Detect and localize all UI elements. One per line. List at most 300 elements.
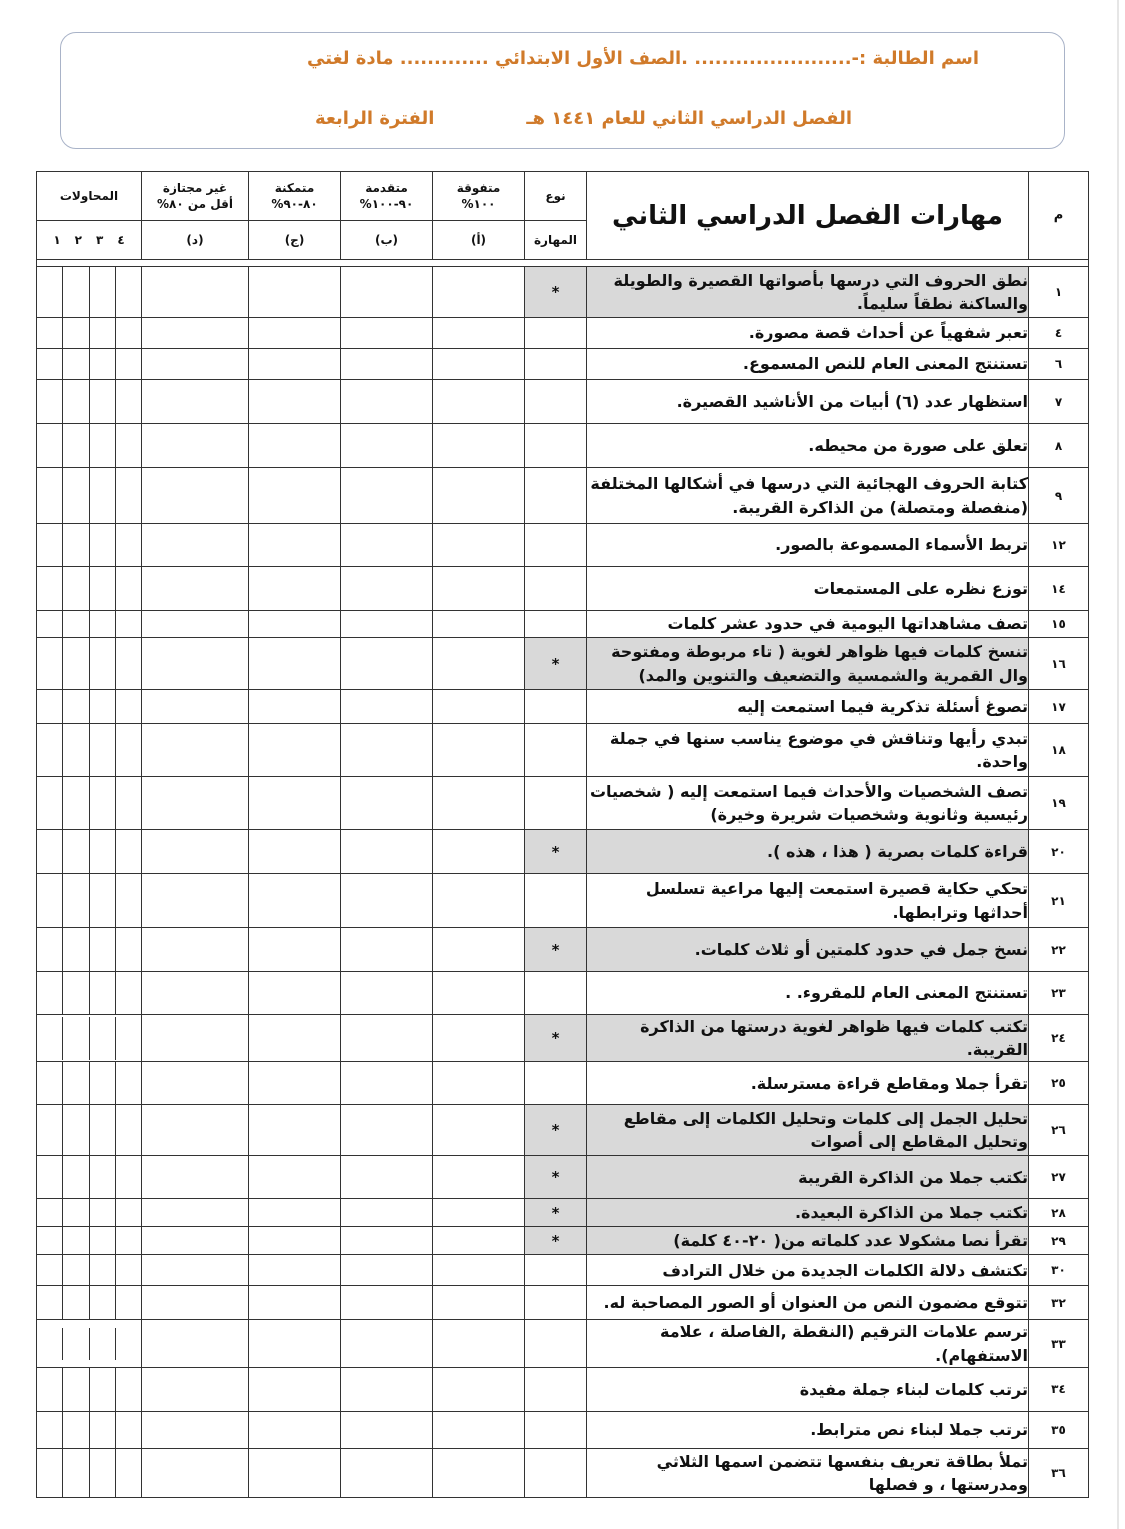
table-row — [37, 830, 1089, 874]
attempts-cell — [37, 524, 142, 567]
grade-cell-b[interactable] — [341, 1448, 433, 1497]
level-header — [341, 172, 433, 221]
attempt-box[interactable] — [89, 777, 115, 829]
grade-cell-a[interactable] — [433, 777, 525, 830]
attempt-box[interactable] — [62, 1368, 88, 1411]
attempt-box[interactable] — [115, 349, 141, 379]
attempt-box[interactable] — [37, 1017, 62, 1060]
grade-cell-c[interactable] — [249, 1411, 341, 1448]
attempt-box[interactable] — [37, 690, 62, 723]
skill-text: قراءة كلمات بصرية ( هذا ، هذه ). — [587, 830, 1029, 874]
grade-cell-b[interactable] — [341, 1255, 433, 1286]
attempt-box[interactable] — [89, 380, 115, 423]
attempt-box[interactable] — [89, 1227, 115, 1254]
grade-cell-b[interactable] — [341, 318, 433, 349]
attempt-box[interactable] — [37, 1449, 62, 1497]
attempt-box[interactable] — [89, 1199, 115, 1226]
grade-cell-c[interactable] — [249, 874, 341, 928]
attempt-box[interactable] — [89, 690, 115, 723]
grade-cell-a[interactable] — [433, 1448, 525, 1497]
attempt-box[interactable] — [62, 424, 88, 467]
attempt-box[interactable] — [89, 524, 115, 566]
attempts-cell — [37, 1367, 142, 1411]
attempt-box[interactable] — [62, 928, 88, 971]
grade-cell-d[interactable] — [142, 267, 249, 318]
grade-cell-c[interactable] — [249, 1448, 341, 1497]
attempt-box[interactable] — [37, 424, 62, 467]
attempt-box[interactable] — [115, 724, 141, 776]
grade-cell-a[interactable] — [433, 1411, 525, 1448]
row-number: ٣٦ — [1029, 1448, 1089, 1497]
attempt-box[interactable] — [89, 1105, 115, 1155]
row-number: ٢٨ — [1029, 1199, 1089, 1227]
skill-text: تقرأ جملا ومقاطع قراءة مسترسلة. — [587, 1062, 1029, 1105]
attempt-box[interactable] — [37, 1255, 62, 1285]
attempt-box[interactable] — [115, 1062, 141, 1104]
grade-cell-c[interactable] — [249, 830, 341, 874]
grade-cell-b[interactable] — [341, 380, 433, 424]
grade-cell-c[interactable] — [249, 972, 341, 1015]
level-letter: (ب) — [341, 221, 433, 260]
type-header-label: نوع — [545, 189, 566, 203]
attempt-box[interactable] — [62, 380, 88, 423]
grade-cell-a[interactable] — [433, 1015, 525, 1062]
grade-cell-b[interactable] — [341, 1105, 433, 1156]
grade-cell-a[interactable] — [433, 380, 525, 424]
grade-cell-c[interactable] — [249, 1320, 341, 1367]
attempt-box[interactable] — [37, 638, 62, 689]
grade-cell-b[interactable] — [341, 1367, 433, 1411]
grade-cell-c[interactable] — [249, 380, 341, 424]
attempt-box[interactable] — [89, 724, 115, 776]
attempt-box[interactable] — [115, 424, 141, 467]
grade-cell-d[interactable] — [142, 1062, 249, 1105]
level-header — [142, 172, 249, 221]
grade-cell-a[interactable] — [433, 1320, 525, 1367]
grade-cell-a[interactable] — [433, 972, 525, 1015]
attempt-box[interactable] — [62, 1227, 88, 1254]
skill-text: ترسم علامات الترقيم (النقطة ,الفاصلة ، علامة الاستفهام). — [587, 1320, 1029, 1367]
attempt-box[interactable] — [62, 468, 88, 523]
grade-cell-b[interactable] — [341, 1062, 433, 1105]
attempt-box[interactable] — [115, 972, 141, 1014]
attempt-box[interactable] — [115, 1199, 141, 1226]
attempt-box[interactable] — [89, 1255, 115, 1285]
grade-cell-a[interactable] — [433, 724, 525, 777]
grade-cell-d[interactable] — [142, 1367, 249, 1411]
grade-cell-d[interactable] — [142, 638, 249, 690]
grade-cell-d[interactable] — [142, 1448, 249, 1497]
attempt-box[interactable] — [62, 1199, 88, 1226]
table-row — [37, 349, 1089, 380]
attempt-box[interactable] — [115, 1286, 141, 1319]
grade-cell-b[interactable] — [341, 777, 433, 830]
attempt-box[interactable] — [62, 349, 88, 379]
attempt-box[interactable] — [115, 690, 141, 723]
attempt-box[interactable] — [115, 1227, 141, 1254]
attempts-cell — [37, 318, 142, 349]
grade-cell-b[interactable] — [341, 267, 433, 318]
attempt-box[interactable] — [115, 1449, 141, 1497]
attempt-box[interactable] — [37, 1062, 62, 1104]
skill-type — [525, 777, 587, 830]
grade-cell-a[interactable] — [433, 424, 525, 468]
attempt-box[interactable] — [62, 524, 88, 566]
attempt-box[interactable] — [89, 1286, 115, 1319]
term-year: الفصل الدراسي الثاني للعام ١٤٤١ هـ — [526, 108, 852, 129]
skill-type: * — [525, 928, 587, 972]
grade-cell-a[interactable] — [433, 830, 525, 874]
skill-type: * — [525, 1199, 587, 1227]
row-number: ١٨ — [1029, 724, 1089, 777]
attempt-box[interactable] — [37, 1199, 62, 1226]
grade-cell-d[interactable] — [142, 424, 249, 468]
attempt-box[interactable] — [89, 830, 115, 873]
attempt-box[interactable] — [115, 267, 141, 317]
attempt-box[interactable] — [89, 1017, 115, 1060]
attempt-box[interactable] — [37, 724, 62, 776]
grade-cell-a[interactable] — [433, 1199, 525, 1227]
attempt-box[interactable] — [89, 468, 115, 523]
row-number: ٣٣ — [1029, 1320, 1089, 1367]
table-row — [37, 724, 1089, 777]
attempt-box[interactable] — [62, 830, 88, 873]
level-header — [249, 172, 341, 221]
attempt-box[interactable] — [37, 318, 62, 348]
attempt-box[interactable] — [89, 972, 115, 1014]
grade-cell-b[interactable] — [341, 690, 433, 724]
row-number: ١٢ — [1029, 524, 1089, 567]
attempt-box[interactable] — [62, 1255, 88, 1285]
grade-cell-a[interactable] — [433, 1286, 525, 1320]
level-letter: (أ) — [433, 221, 525, 260]
attempt-box[interactable] — [62, 724, 88, 776]
skill-text: تكتشف دلالة الكلمات الجديدة من خلال الترادف — [587, 1255, 1029, 1286]
grade-cell-b[interactable] — [341, 874, 433, 928]
attempt-box[interactable] — [89, 267, 115, 317]
attempts-cell — [37, 1255, 142, 1286]
grade-cell-a[interactable] — [433, 567, 525, 611]
attempt-box[interactable] — [37, 567, 62, 610]
attempt-box[interactable] — [62, 972, 88, 1014]
attempts-cell — [37, 724, 142, 777]
grade-cell-a[interactable] — [433, 1227, 525, 1255]
attempts-cell — [37, 1448, 142, 1497]
attempt-box[interactable] — [37, 1156, 62, 1198]
attempt-box[interactable] — [89, 928, 115, 971]
level-letter: (ج) — [249, 221, 341, 260]
attempt-box[interactable] — [37, 380, 62, 423]
grade-cell-b[interactable] — [341, 567, 433, 611]
attempt-box[interactable] — [62, 1156, 88, 1198]
attempt-box[interactable] — [89, 611, 115, 637]
attempt-box[interactable] — [62, 1017, 88, 1060]
skill-type — [525, 1448, 587, 1497]
table-row — [37, 638, 1089, 690]
grade-cell-c[interactable] — [249, 724, 341, 777]
skill-type — [525, 380, 587, 424]
attempt-box[interactable] — [62, 567, 88, 610]
attempt-box[interactable] — [37, 1328, 62, 1360]
attempt-box[interactable] — [115, 777, 141, 829]
grade-cell-d[interactable] — [142, 567, 249, 611]
table-row — [37, 1015, 1089, 1062]
attempt-box[interactable] — [115, 1328, 141, 1360]
grade-cell-b[interactable] — [341, 1227, 433, 1255]
attempt-box[interactable] — [62, 1105, 88, 1155]
grade-cell-c[interactable] — [249, 1367, 341, 1411]
attempt-box[interactable] — [115, 380, 141, 423]
attempt-box[interactable] — [62, 874, 88, 927]
grade-cell-a[interactable] — [433, 349, 525, 380]
grade-cell-a[interactable] — [433, 468, 525, 524]
attempt-box[interactable] — [62, 1449, 88, 1497]
attempt-box[interactable] — [89, 874, 115, 927]
grade-cell-c[interactable] — [249, 424, 341, 468]
attempt-number: ٢ — [74, 233, 82, 247]
grade-cell-c[interactable] — [249, 349, 341, 380]
attempt-box[interactable] — [89, 318, 115, 348]
attempt-box[interactable] — [89, 1062, 115, 1104]
grade-cell-a[interactable] — [433, 611, 525, 638]
grade-cell-d[interactable] — [142, 1320, 249, 1367]
grade-cell-c[interactable] — [249, 1015, 341, 1062]
grade-cell-d[interactable] — [142, 1286, 249, 1320]
attempt-box[interactable] — [37, 1412, 62, 1448]
grade-cell-c[interactable] — [249, 1286, 341, 1320]
attempt-box[interactable] — [37, 830, 62, 873]
grade-cell-d[interactable] — [142, 349, 249, 380]
attempt-box[interactable] — [115, 1412, 141, 1448]
grade-cell-c[interactable] — [249, 318, 341, 349]
grade-cell-a[interactable] — [433, 1367, 525, 1411]
grade-cell-c[interactable] — [249, 690, 341, 724]
attempt-box[interactable] — [62, 1062, 88, 1104]
attempt-box[interactable] — [89, 1156, 115, 1198]
grade-cell-b[interactable] — [341, 524, 433, 567]
grade-cell-d[interactable] — [142, 380, 249, 424]
grade-cell-b[interactable] — [341, 638, 433, 690]
attempt-box[interactable] — [115, 524, 141, 566]
grade-cell-b[interactable] — [341, 724, 433, 777]
grade-cell-b[interactable] — [341, 1199, 433, 1227]
attempt-box[interactable] — [89, 1449, 115, 1497]
grade-cell-b[interactable] — [341, 468, 433, 524]
attempt-box[interactable] — [115, 1368, 141, 1411]
grade-cell-d[interactable] — [142, 724, 249, 777]
grade-cell-a[interactable] — [433, 928, 525, 972]
attempts-cell — [37, 1227, 142, 1255]
attempt-box[interactable] — [115, 830, 141, 873]
grade-cell-d[interactable] — [142, 1105, 249, 1156]
grade-cell-c[interactable] — [249, 1227, 341, 1255]
grade-cell-c[interactable] — [249, 468, 341, 524]
grade-cell-c[interactable] — [249, 1199, 341, 1227]
grade-cell-a[interactable] — [433, 318, 525, 349]
table-row — [37, 380, 1089, 424]
grade-cell-a[interactable] — [433, 1156, 525, 1199]
grade-cell-c[interactable] — [249, 1105, 341, 1156]
row-number: ١٥ — [1029, 611, 1089, 638]
grade-cell-b[interactable] — [341, 830, 433, 874]
skill-text: نطق الحروف التي درسها بأصواتها القصيرة والطويلة والساكنة نطقاً سليماً. — [587, 267, 1029, 318]
grade-cell-c[interactable] — [249, 567, 341, 611]
grade-cell-b[interactable] — [341, 972, 433, 1015]
attempt-box[interactable] — [37, 349, 62, 379]
table-row — [37, 874, 1089, 928]
attempt-box[interactable] — [37, 1105, 62, 1155]
attempt-number: ١ — [53, 233, 61, 247]
grade-cell-c[interactable] — [249, 1255, 341, 1286]
attempt-box[interactable] — [62, 267, 88, 317]
attempt-box[interactable] — [37, 1368, 62, 1411]
attempt-box[interactable] — [37, 928, 62, 971]
table-row — [37, 1105, 1089, 1156]
grade-cell-a[interactable] — [433, 1255, 525, 1286]
table-row — [37, 611, 1089, 638]
skill-type — [525, 724, 587, 777]
attempt-box[interactable] — [62, 1286, 88, 1319]
attempt-box[interactable] — [62, 611, 88, 637]
attempt-box[interactable] — [89, 567, 115, 610]
grade-cell-b[interactable] — [341, 928, 433, 972]
attempt-box[interactable] — [62, 777, 88, 829]
grade-cell-b[interactable] — [341, 1156, 433, 1199]
grade-cell-c[interactable] — [249, 1062, 341, 1105]
attempt-box[interactable] — [62, 690, 88, 723]
skill-text: تحكي حكاية قصيرة استمعت إليها مراعية تسلسل أحداثها وترابطها. — [587, 874, 1029, 928]
attempt-box[interactable] — [115, 567, 141, 610]
attempt-box[interactable] — [37, 1286, 62, 1319]
grade-cell-b[interactable] — [341, 349, 433, 380]
grade-cell-c[interactable] — [249, 1156, 341, 1199]
attempts-cell — [37, 830, 142, 874]
attempt-box[interactable] — [115, 1255, 141, 1285]
attempt-box[interactable] — [115, 318, 141, 348]
grade-cell-a[interactable] — [433, 690, 525, 724]
header-line-student: اسم الطالبة :-....................... .الصف الأول الابتدائي ............. مادة لغتي — [307, 48, 979, 69]
table-row — [37, 1227, 1089, 1255]
attempt-box[interactable] — [89, 1368, 115, 1411]
grade-cell-b[interactable] — [341, 1320, 433, 1367]
attempt-box[interactable] — [37, 267, 62, 317]
skill-type: * — [525, 267, 587, 318]
grade-cell-d[interactable] — [142, 777, 249, 830]
attempt-box[interactable] — [37, 777, 62, 829]
row-number: ١٦ — [1029, 638, 1089, 690]
grade-cell-b[interactable] — [341, 1411, 433, 1448]
level-range: ٩٠-١٠٠% — [359, 197, 414, 211]
grade-cell-a[interactable] — [433, 524, 525, 567]
grade-cell-d[interactable] — [142, 1156, 249, 1199]
attempt-box[interactable] — [37, 1227, 62, 1254]
grade-cell-d[interactable] — [142, 874, 249, 928]
skill-text: تحليل الجمل إلى كلمات وتحليل الكلمات إلى مقاطع وتحليل المقاطع إلى أصوات — [587, 1105, 1029, 1156]
attempts-cell — [37, 567, 142, 611]
grade-cell-d[interactable] — [142, 972, 249, 1015]
attempt-box[interactable] — [62, 1328, 88, 1360]
attempt-box[interactable] — [115, 1105, 141, 1155]
grade-cell-a[interactable] — [433, 874, 525, 928]
attempt-box[interactable] — [115, 1156, 141, 1198]
grade-cell-d[interactable] — [142, 1411, 249, 1448]
skill-type — [525, 972, 587, 1015]
grade-cell-a[interactable] — [433, 1105, 525, 1156]
row-number: ٢٢ — [1029, 928, 1089, 972]
grade-cell-d[interactable] — [142, 928, 249, 972]
table-row — [37, 1062, 1089, 1105]
grade-cell-c[interactable] — [249, 267, 341, 318]
grade-cell-a[interactable] — [433, 1062, 525, 1105]
grade-cell-a[interactable] — [433, 267, 525, 318]
row-number: ١٧ — [1029, 690, 1089, 724]
attempt-box[interactable] — [115, 874, 141, 927]
attempt-box[interactable] — [89, 424, 115, 467]
type-header — [525, 172, 587, 221]
attempt-box[interactable] — [115, 928, 141, 971]
attempts-cell — [37, 611, 142, 638]
attempt-box[interactable] — [37, 524, 62, 566]
attempt-box[interactable] — [62, 638, 88, 689]
grade-cell-a[interactable] — [433, 638, 525, 690]
table-row — [37, 1320, 1089, 1367]
grade-cell-d[interactable] — [142, 611, 249, 638]
attempt-box[interactable] — [89, 638, 115, 689]
attempt-box[interactable] — [89, 1412, 115, 1448]
grade-cell-c[interactable] — [249, 777, 341, 830]
grade-cell-d[interactable] — [142, 1227, 249, 1255]
row-number: ٢٦ — [1029, 1105, 1089, 1156]
grade-cell-b[interactable] — [341, 424, 433, 468]
row-number: ١٩ — [1029, 777, 1089, 830]
grade-cell-d[interactable] — [142, 1199, 249, 1227]
attempt-box[interactable] — [37, 468, 62, 523]
grade-cell-c[interactable] — [249, 524, 341, 567]
grade-cell-b[interactable] — [341, 1015, 433, 1062]
attempt-box[interactable] — [115, 468, 141, 523]
grade-cell-d[interactable] — [142, 690, 249, 724]
skill-type — [525, 524, 587, 567]
attempt-box[interactable] — [89, 349, 115, 379]
attempt-box[interactable] — [37, 874, 62, 927]
attempt-box[interactable] — [89, 1328, 115, 1360]
grade-cell-b[interactable] — [341, 1286, 433, 1320]
skill-text: تبدي رأيها وتناقش في موضوع يناسب سنها في جملة واحدة. — [587, 724, 1029, 777]
grade-cell-d[interactable] — [142, 1255, 249, 1286]
grade-cell-c[interactable] — [249, 928, 341, 972]
table-row — [37, 424, 1089, 468]
grade-cell-b[interactable] — [341, 611, 433, 638]
grade-cell-d[interactable] — [142, 1015, 249, 1062]
attempt-box[interactable] — [62, 318, 88, 348]
page-edge — [1117, 0, 1119, 1529]
attempt-box[interactable] — [115, 1017, 141, 1060]
table-row — [37, 1156, 1089, 1199]
attempt-box[interactable] — [37, 611, 62, 637]
attempt-box[interactable] — [62, 1412, 88, 1448]
grade-cell-d[interactable] — [142, 468, 249, 524]
attempt-box[interactable] — [115, 611, 141, 637]
grade-cell-c[interactable] — [249, 638, 341, 690]
grade-cell-d[interactable] — [142, 524, 249, 567]
attempt-box[interactable] — [115, 638, 141, 689]
grade-cell-d[interactable] — [142, 318, 249, 349]
row-number: ٢٠ — [1029, 830, 1089, 874]
grade-cell-d[interactable] — [142, 830, 249, 874]
header-spacer — [37, 260, 1089, 267]
attempt-box[interactable] — [37, 972, 62, 1014]
grade-cell-c[interactable] — [249, 611, 341, 638]
